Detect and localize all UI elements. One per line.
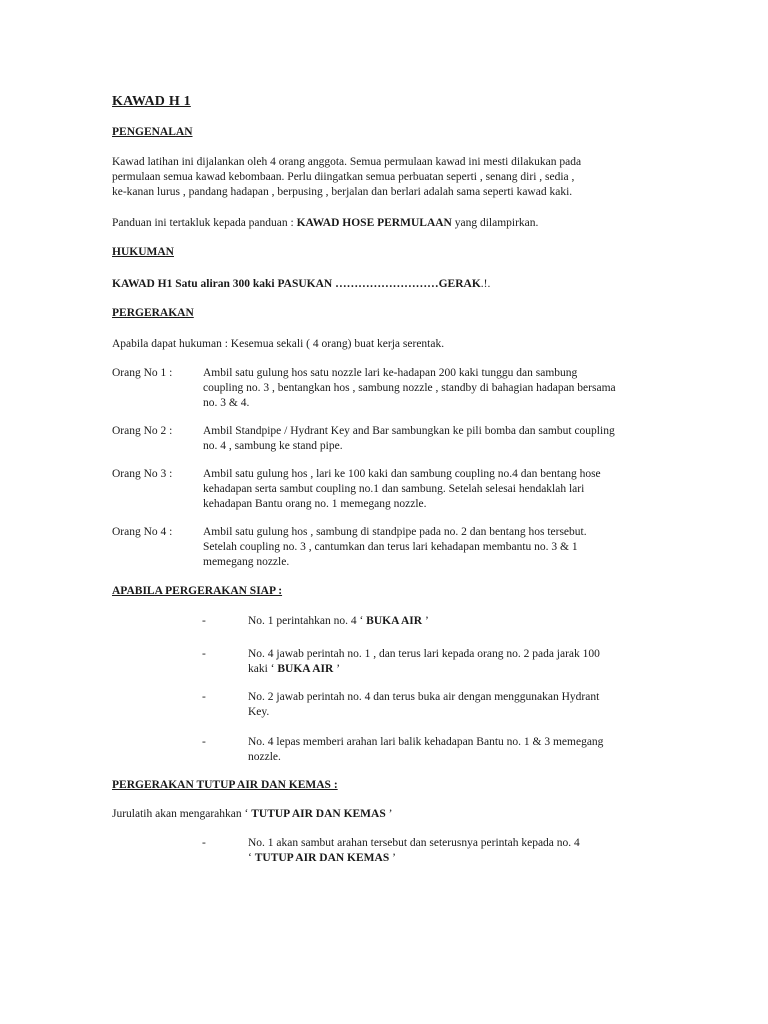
bullet-text xyxy=(248,614,652,629)
bullet-line: No. 4 lepas memberi arahan lari balik kehadapan Bantu no. 1 & 3 memegang xyxy=(248,736,604,748)
panduan-reference: KAWAD HOSE PERMULAAN xyxy=(296,217,452,229)
orang-description xyxy=(203,467,658,512)
tutup-intro xyxy=(112,807,658,822)
command-text: TUTUP AIR DAN KEMAS xyxy=(254,852,390,864)
orang-description xyxy=(203,424,658,454)
description-line: Ambil Standpipe / Hydrant Key and Bar sambungkan ke pili bomba dan sambut coupling xyxy=(203,425,615,437)
bullet-text-part: ‘ xyxy=(248,852,255,864)
paragraph-line: ke-kanan lurus , pandang hadapan , berpusing , berjalan dan berlari adalah sama seperti kawad kaki. xyxy=(112,186,573,198)
bullet-text xyxy=(248,735,652,765)
command-text: BUKA AIR xyxy=(366,615,423,627)
bullet-text-part: No. 1 perintahkan no. 4 ‘ xyxy=(248,615,367,627)
orang-label: Orang No 4 : xyxy=(112,526,173,538)
bullet-line xyxy=(248,851,652,866)
pengenalan-paragraph xyxy=(112,155,658,200)
tutup-intro-tail: ’ xyxy=(385,808,393,820)
description-line: Setelah coupling no. 3 , cantumkan dan terus lari kehadapan membantu no. 3 & 1 xyxy=(203,541,578,553)
description-line: Ambil satu gulung hos satu nozzle lari ke-hadapan 200 kaki tunggu dan sambung xyxy=(203,367,578,379)
description-line: no. 3 & 4. xyxy=(203,397,250,409)
bullet-text-part: kaki ‘ xyxy=(248,663,278,675)
description-line: coupling no. 3 , bentangkan hos , sambung nozzle , standby di bahagian hadapan bersama xyxy=(203,382,616,394)
description-line: kehadapan Bantu orang no. 1 memegang nozzle. xyxy=(203,498,427,510)
bullet-line: Key. xyxy=(248,706,270,718)
bullet-dash: - xyxy=(202,691,206,703)
panduan-text: Panduan ini tertakluk kepada panduan : xyxy=(112,217,297,229)
hukuman-command-tail: .!. xyxy=(480,278,491,290)
bullet-dash: - xyxy=(202,648,206,660)
document-title: KAWAD H 1 xyxy=(112,94,191,109)
bullet-text-part: ’ xyxy=(389,852,396,864)
bullet-text xyxy=(248,690,652,720)
orang-description xyxy=(203,366,658,411)
description-line: no. 4 , sambung ke stand pipe. xyxy=(203,440,343,452)
panduan-line xyxy=(112,216,658,231)
orang-description xyxy=(203,525,658,570)
bullet-line xyxy=(248,662,652,677)
panduan-text-tail: yang dilampirkan. xyxy=(451,217,539,229)
section-heading-hukuman: HUKUMAN xyxy=(112,246,174,258)
pergerakan-intro: Apabila dapat hukuman : Kesemua sekali ( 4 orang) buat kerja serentak. xyxy=(112,338,445,350)
description-line: memegang nozzle. xyxy=(203,556,290,568)
bullet-text-part: ’ xyxy=(422,615,429,627)
section-heading-siap: APABILA PERGERAKAN SIAP : xyxy=(112,585,283,597)
orang-label: Orang No 1 : xyxy=(112,367,173,379)
section-heading-tutup: PERGERAKAN TUTUP AIR DAN KEMAS : xyxy=(112,779,338,791)
bullet-line: No. 2 jawab perintah no. 4 dan terus buka air dengan menggunakan Hydrant xyxy=(248,691,600,703)
bullet-text xyxy=(248,647,652,677)
orang-label: Orang No 2 : xyxy=(112,425,173,437)
bullet-text-part: ’ xyxy=(333,663,341,675)
paragraph-line: Kawad latihan ini dijalankan oleh 4 orang anggota. Semua permulaan kawad ini mesti dilakukan pada xyxy=(112,156,582,168)
bullet-line: No. 4 jawab perintah no. 1 , dan terus lari kepada orang no. 2 pada jarak 100 xyxy=(248,648,600,660)
description-line: kehadapan serta sambut coupling no.1 dan sambung. Setelah selesai hendaklah lari xyxy=(203,483,585,495)
bullet-text xyxy=(248,836,652,866)
bullet-dash: - xyxy=(202,837,206,849)
tutup-intro-text: Jurulatih akan mengarahkan ‘ xyxy=(112,808,252,820)
description-line: Ambil satu gulung hos , lari ke 100 kaki dan sambung coupling no.4 dan bentang hose xyxy=(203,468,601,480)
bullet-dash: - xyxy=(202,736,206,748)
orang-label: Orang No 3 : xyxy=(112,468,173,480)
section-heading-pergerakan: PERGERAKAN xyxy=(112,307,194,319)
hukuman-command xyxy=(112,277,658,292)
bullet-dash: - xyxy=(202,615,206,627)
section-heading-pengenalan: PENGENALAN xyxy=(112,126,193,138)
description-line: Ambil satu gulung hos , sambung di standpipe pada no. 2 dan bentang hos tersebut. xyxy=(203,526,587,538)
bullet-line: nozzle. xyxy=(248,751,281,763)
command-text: BUKA AIR xyxy=(277,663,334,675)
bullet-line: No. 1 akan sambut arahan tersebut dan seterusnya perintah kepada no. 4 xyxy=(248,837,580,849)
hukuman-command-text: KAWAD H1 Satu aliran 300 kaki PASUKAN ………………………GERAK xyxy=(112,278,481,290)
paragraph-line: permulaan semua kawad kebombaan. Perlu diingatkan semua perbuatan seperti , senang diri , sedia , xyxy=(112,171,575,183)
command-text: TUTUP AIR DAN KEMAS xyxy=(251,808,386,820)
